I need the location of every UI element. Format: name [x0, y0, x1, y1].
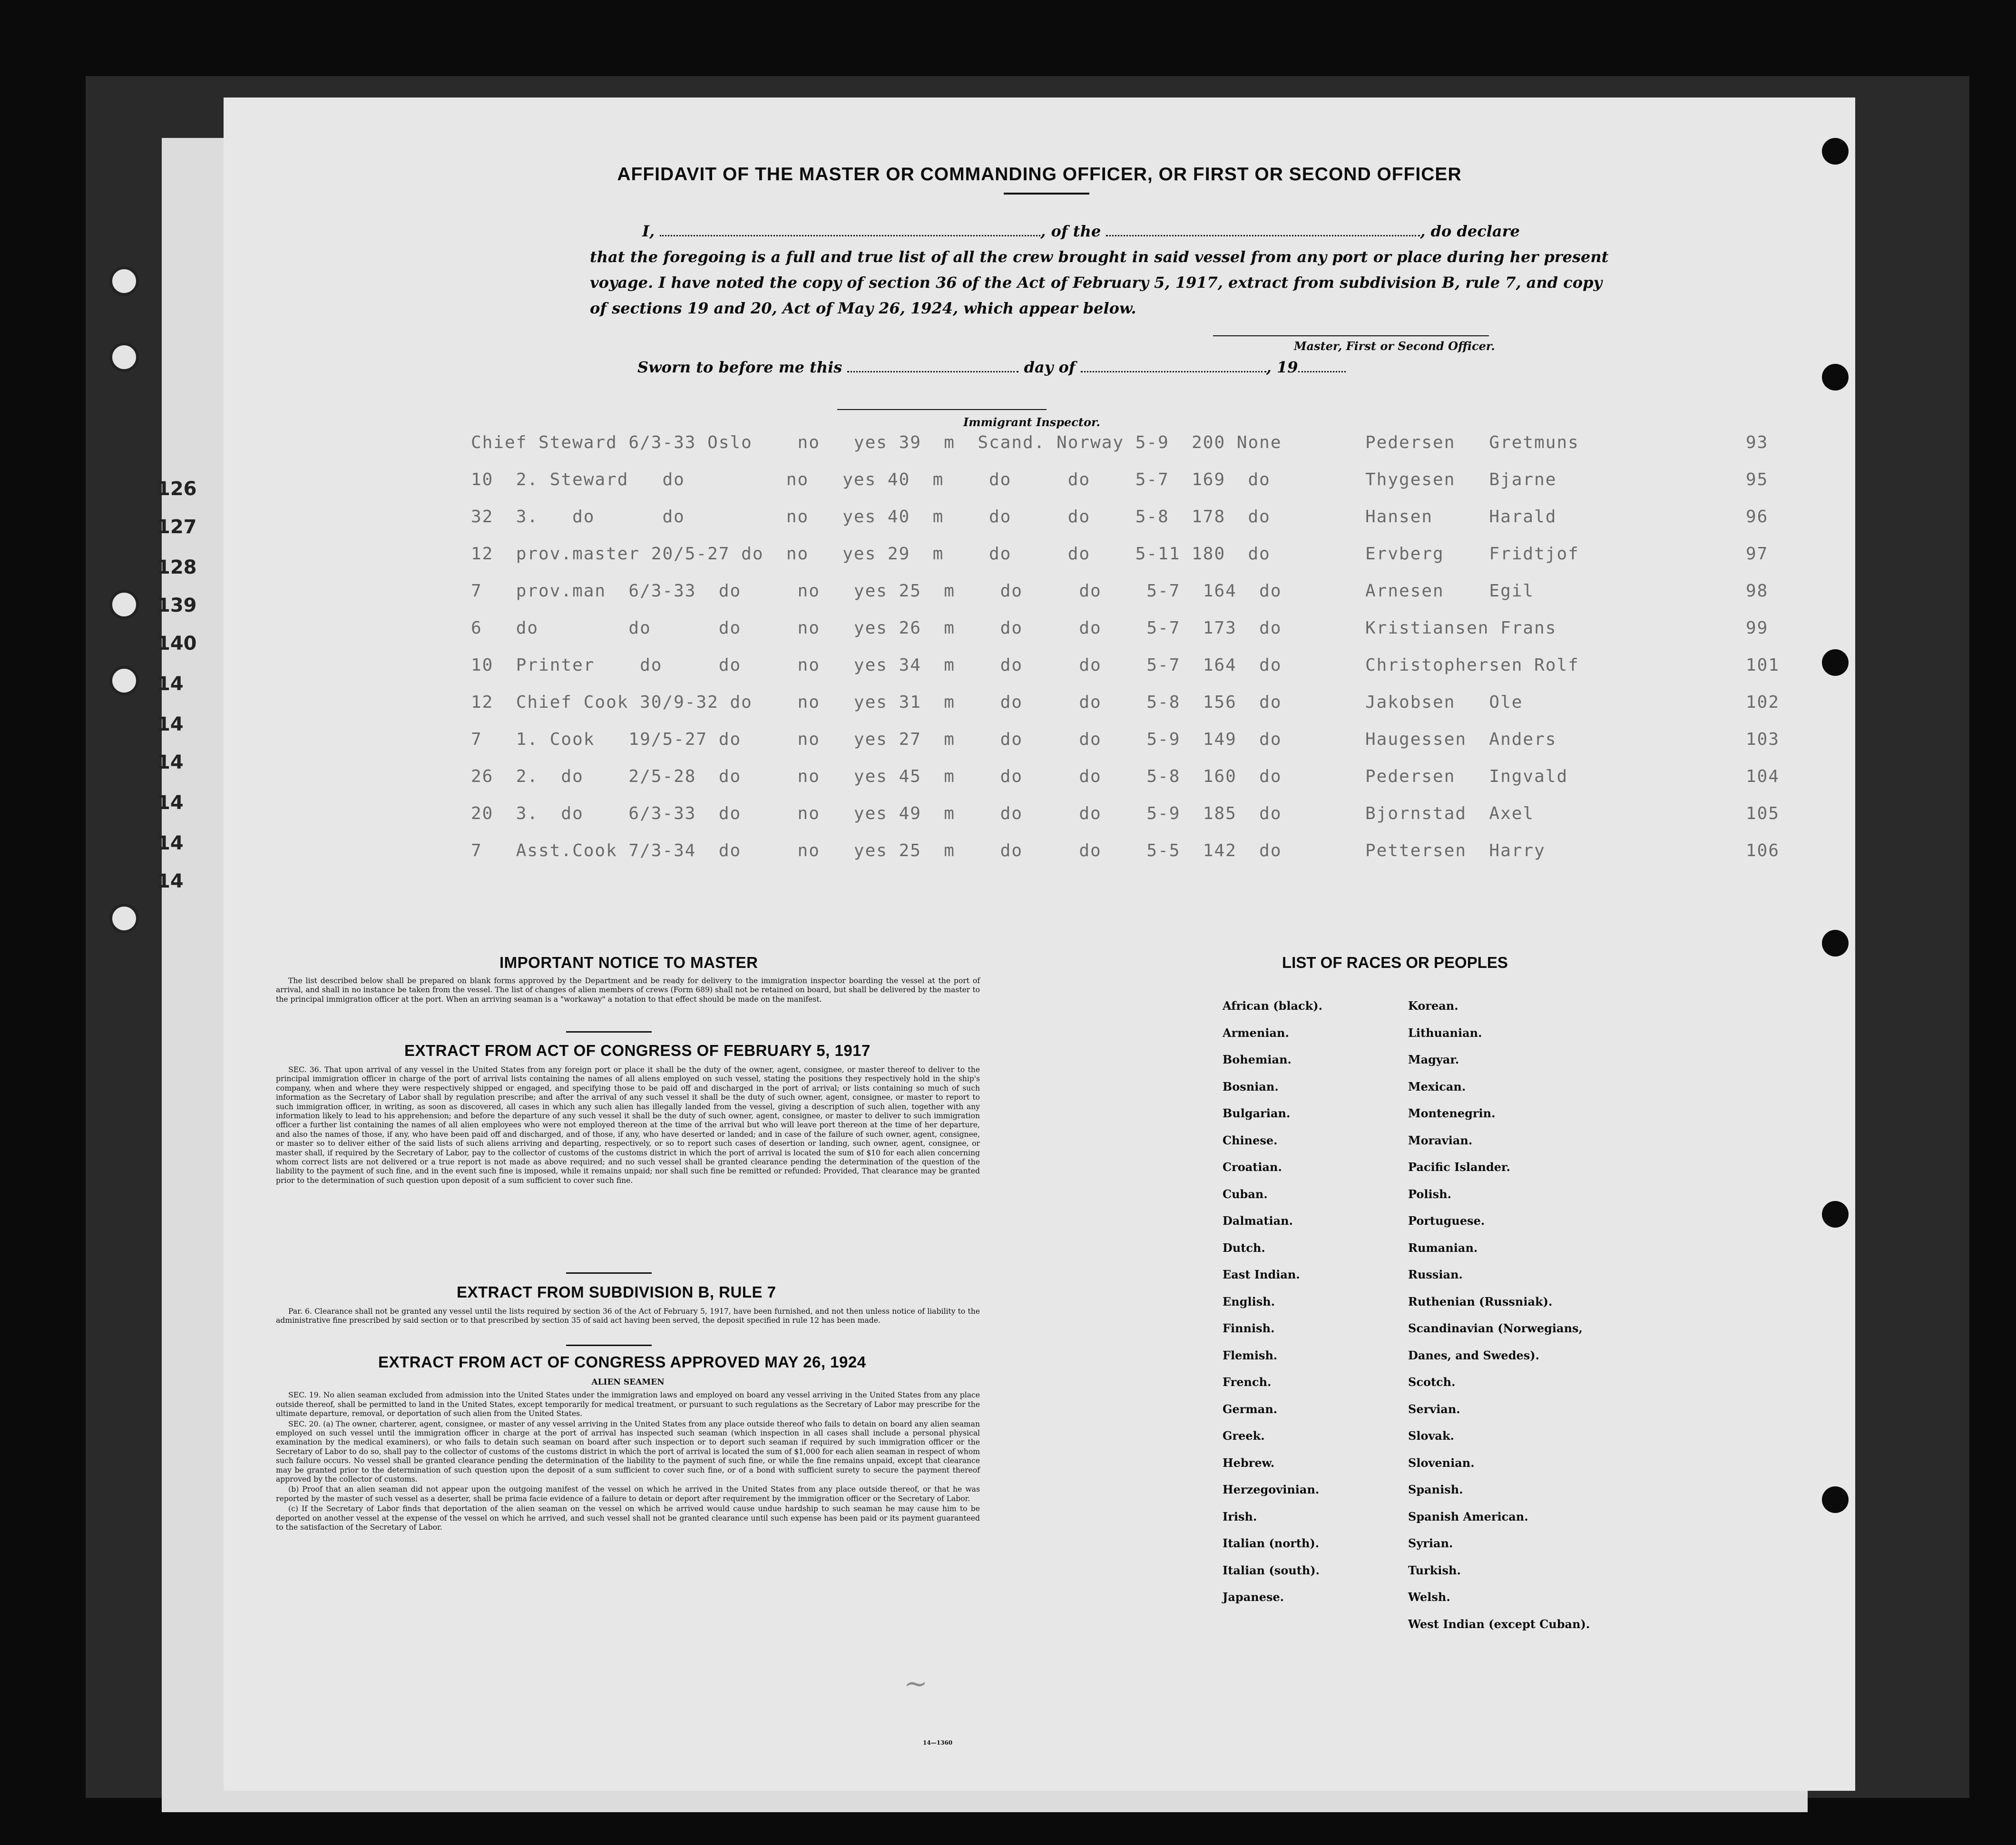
race-item: Italian (south). [1223, 1563, 1320, 1577]
margin-number: 14 [157, 713, 184, 735]
punch-hole-icon [1822, 138, 1849, 165]
race-item: Spanish. [1408, 1483, 1463, 1496]
race-item: Irish. [1223, 1509, 1257, 1523]
bleed-row-number: 95 [1746, 470, 1769, 489]
bleed-row-detail: 26 2. do 2/5-28 do no yes 45 m do do 5-8 160 do [471, 767, 1282, 786]
notice-text: The list described below shall be prepared on blank forms approved by the Department and be ready for delivery to the immigration inspector boarding the vessel at the port of arrival, and shall in no instance be taken from the vessel. The list of changes of alien members of crews (Form 689) shall not be retained on board, but shall be delivered by the master to the principal immigration officer at the port. When an arriving seaman is a "workaway" a notation to that effect should be made on the manifest. [276, 976, 980, 1004]
race-item: Montenegrin. [1408, 1106, 1496, 1120]
divider [1004, 193, 1089, 195]
bleed-row-detail: 6 do do do no yes 26 m do do 5-7 173 do [471, 618, 1282, 638]
race-item: Slovak. [1408, 1429, 1454, 1443]
bleed-row-name: Kristiansen Frans [1365, 618, 1557, 638]
punch-hole-icon [1822, 930, 1849, 957]
sec-20b: (b) Proof that an alien seaman did not appear upon the outgoing manifest of the vessel on which he arrived in the United States from any place outside thereof, or that he was reported by the master of such vessel as a deserter, shall be prima facie evidence of a failure to detain or deport after requirement by the immigration officer or the Secretary of Labor. [276, 1485, 980, 1503]
race-item: Dutch. [1223, 1240, 1265, 1255]
bleed-row-number: 98 [1746, 581, 1769, 601]
bleed-row-number: 97 [1746, 544, 1769, 564]
race-item: Rumanian. [1408, 1240, 1478, 1255]
notice-title: IMPORTANT NOTICE TO MASTER [499, 954, 758, 971]
punch-hole-icon [109, 666, 139, 695]
extract-1924-text [276, 1378, 980, 1533]
divider [566, 1272, 652, 1274]
bleed-row-number: 104 [1746, 767, 1780, 786]
race-item: Korean. [1408, 999, 1458, 1013]
bleed-row-name: Ervberg Fridtjof [1365, 544, 1579, 564]
bleed-row-name: Haugessen Anders [1365, 730, 1557, 749]
bleed-row-number: 106 [1746, 841, 1780, 860]
master-signature-line[interactable] [1213, 335, 1489, 336]
divider [566, 1345, 652, 1346]
race-item: Mexican. [1408, 1079, 1466, 1093]
race-item: Finnish. [1223, 1321, 1275, 1335]
sec-19: SEC. 19. No alien seaman excluded from admission into the United States under the immigration laws and employed on board any vessel arriving in the United States from any place outside thereof, shall be permitted to land in the United States, except temporarily for medical treatment, or pursuant to such regulations as the Secretary of Labor may prescribe for the ultimate departure, removal, or deportation of such alien from the United States. [276, 1391, 980, 1418]
year-label: , 19 [1266, 358, 1298, 376]
divider [566, 1031, 652, 1033]
sworn-year-blank[interactable] [1298, 371, 1346, 372]
affidavit-page [224, 98, 1855, 1791]
i-label: I, [642, 222, 655, 240]
race-item: Welsh. [1408, 1590, 1450, 1604]
bleed-row-name: Hansen Harald [1365, 507, 1557, 527]
bleed-row-name: Pedersen Gretmuns [1365, 433, 1579, 452]
margin-number: 127 [157, 516, 197, 538]
race-item: Portuguese. [1408, 1214, 1485, 1228]
race-item: Ruthenian (Russniak). [1408, 1294, 1553, 1308]
bleed-row-detail: 12 Chief Cook 30/9-32 do no yes 31 m do do 5-8 156 do [471, 693, 1282, 712]
master-signature-caption: Master, First or Second Officer. [1294, 339, 1495, 353]
races-title: LIST OF RACES OR PEOPLES [1282, 954, 1508, 971]
race-item: Italian (north). [1223, 1536, 1320, 1550]
left-margin-strip [48, 224, 209, 1460]
race-item: English. [1223, 1294, 1275, 1308]
punch-hole-icon [109, 266, 139, 296]
extract-1917-text: SEC. 36. That upon arrival of any vessel in the United States from any foreign port or place it shall be the duty of the owner, agent, consignee, or master thereof to deliver to the principal immigration officer in charge of the port of arrival lists containing the names of all aliens employed on such vessel, stating the positions they respectively hold in the ship's company, when and where they were respectively shipped or engaged, and specifying those to be paid off and discharged in the port of arrival; or lists containing so much of such information as the Secretary of Labor shall by regulation prescribe; and after the arrival of any such vessel it shall be the duty of such owner, agent, consignee, or master to report to such immigration officer, in writing, as soon as discovered, all cases in which any such alien has illegally landed from the vessel, giving a description of such alien, together with any information likely to lead to his apprehension; and before the departure of any such vessel it shall be the duty of such owner, agent, consignee, or master to deliver to such immigration officer a further list containing the names of all alien employees who were not employed thereon at the time of the arrival but who will leave port thereon at the time of her departure, and also the names of those, if any, who have been paid off and discharged, and of those, if any, who have deserted or landed; and in case of the failure of such owner, agent, consignee, or master so to deliver either of the said lists of such aliens arriving and departing, respectively, or so to report such cases of desertion or landing, such owner, agent, consignee, or master shall, if required by the Secretary of Labor, pay to the collector of customs of the customs district in which the port of arrival is located the sum of $10 for each alien concerning whom correct lists are not delivered or a true report is not made as above required; and no such vessel shall be granted clearance pending the determination of the question of the liability to the payment of such fine, and in the event such fine is imposed, while it remains unpaid; nor shall such fine be remitted or refunded: Provided, That clearance may be granted prior to the determination of such question upon deposit of a sum sufficient to cover such fine. [276, 1065, 980, 1185]
race-item: Herzegovinian. [1223, 1483, 1320, 1496]
race-item: Dalmatian. [1223, 1214, 1293, 1228]
day-of-label: day of [1024, 358, 1076, 376]
margin-number: 139 [157, 595, 197, 616]
sworn-day-blank[interactable] [847, 371, 1018, 372]
bleed-row-name: Arnesen Egil [1365, 581, 1535, 601]
bleed-row-detail: 7 prov.man 6/3-33 do no yes 25 m do do 5-7 164 do [471, 581, 1282, 601]
race-item: French. [1223, 1375, 1272, 1389]
bleed-row-detail: 7 Asst.Cook 7/3-34 do no yes 25 m do do 5-5 142 do [471, 841, 1282, 860]
bleed-row-detail: 7 1. Cook 19/5-27 do no yes 27 m do do 5-9 149 do [471, 730, 1282, 749]
sworn-line [637, 358, 1346, 376]
bleed-row-number: 93 [1746, 433, 1769, 452]
affidavit-line-2: that the foregoing is a full and true list of all the crew brought in said vessel from any port or place during her present [590, 248, 1609, 266]
inspector-caption: Immigrant Inspector. [963, 415, 1100, 429]
race-item: Cuban. [1223, 1187, 1268, 1201]
bleed-row-number: 102 [1746, 693, 1780, 712]
race-item: Flemish. [1223, 1348, 1278, 1362]
alien-seamen-subtitle: ALIEN SEAMEN [591, 1377, 665, 1387]
punch-hole-icon [109, 904, 139, 933]
margin-number: 14 [157, 752, 184, 773]
bleed-row-detail: 12 prov.master 20/5-27 do no yes 29 m do do 5-11 180 do [471, 544, 1271, 564]
race-item: Greek. [1223, 1429, 1265, 1443]
extract-rule7-title: EXTRACT FROM SUBDIVISION B, RULE 7 [457, 1283, 776, 1301]
punch-hole-icon [1822, 364, 1849, 390]
sec-20a: SEC. 20. (a) The owner, charterer, agent, consignee, or master of any vessel arriving in the United States from any place outside thereof who fails to detain on board any alien seaman employed on such vessel until the immigration officer in charge at the port of arrival has inspected such seaman (which inspection in all cases shall include a personal physical examination by the medical examiners), or who fails to detain such seaman on board after such inspection or to deport such seaman if required by such immigration officer or the Secretary of Labor to do so, shall pay to the collector of customs of the customs district in which the port of arrival is located the sum of $1,000 for each alien seaman in respect of whom such failure occurs. No vessel shall be granted clearance pending the determination of the liability to the payment of such fine, or while the fine remains unpaid, except that clearance may be granted prior to the determination of such question upon the deposit of a sum sufficient to cover such fine, or of a bond with sufficient surety to secure the payment thereof approved by the collector of customs. [276, 1419, 980, 1484]
bleed-row-detail: Chief Steward 6/3-33 Oslo no yes 39 m Scand. Norway 5-9 200 None [471, 433, 1282, 452]
extract-1924-title: EXTRACT FROM ACT OF CONGRESS APPROVED MAY 26, 1924 [378, 1353, 866, 1371]
race-item: Pacific Islander. [1408, 1160, 1510, 1174]
race-item: German. [1223, 1402, 1278, 1416]
race-item: Polish. [1408, 1187, 1451, 1201]
sworn-month-blank[interactable] [1081, 371, 1266, 372]
bleed-row-detail: 32 3. do do no yes 40 m do do 5-8 178 do [471, 507, 1271, 527]
race-item: West Indian (except Cuban). [1408, 1617, 1590, 1631]
affidavit-line-3: voyage. I have noted the copy of section 36 of the Act of February 5, 1917, extract from subdivision B, rule 7, and copy [590, 273, 1603, 292]
margin-number: 14 [157, 792, 184, 814]
race-item: Scandinavian (Norwegians, [1408, 1321, 1583, 1335]
race-item: Chinese. [1223, 1133, 1278, 1147]
bleed-row-detail: 10 Printer do do no yes 34 m do do 5-7 164 do [471, 655, 1282, 675]
bleed-row-name: Christophersen Rolf [1365, 655, 1579, 675]
race-item: Croatian. [1223, 1160, 1282, 1174]
margin-number: 126 [157, 478, 197, 500]
bleed-row-name: Pettersen Harry [1365, 841, 1546, 860]
sworn-label: Sworn to before me this [637, 358, 842, 376]
punch-hole-icon [1822, 1486, 1849, 1513]
race-item: Magyar. [1408, 1053, 1459, 1066]
margin-number: 140 [157, 633, 197, 654]
affidavit-title: AFFIDAVIT OF THE MASTER OR COMMANDING OFFICER, OR FIRST OR SECOND OFFICER [617, 164, 1462, 185]
affidavit-line-1 [642, 222, 1520, 240]
sec-20c: (c) If the Secretary of Labor finds that deportation of the alien seaman on the vessel on which he arrived would cause undue hardship to such seaman he may cause him to be deported on another vessel at the expense of the vessel on which he arrived, and such vessel shall not be granted clearance until such expense has been paid or its payment guaranteed to the satisfaction of the Secretary of Labor. [276, 1504, 980, 1532]
faint-signature: ~ [904, 1667, 928, 1700]
bleed-row-name: Bjornstad Axel [1365, 804, 1535, 823]
margin-number: 14 [157, 870, 184, 892]
bleed-row-number: 105 [1746, 804, 1780, 823]
inspector-signature-line[interactable] [837, 409, 1047, 410]
bleed-row-number: 101 [1746, 655, 1780, 675]
bleed-row-number: 103 [1746, 730, 1780, 749]
margin-number: 14 [157, 673, 184, 695]
bleed-row-name: Thygesen Bjarne [1365, 470, 1557, 489]
bleed-row-name: Pedersen Ingvald [1365, 767, 1568, 786]
bleed-row-detail: 20 3. do 6/3-33 do no yes 49 m do do 5-9 185 do [471, 804, 1282, 823]
race-item: Danes, and Swedes). [1408, 1348, 1539, 1362]
margin-number: 14 [157, 832, 184, 854]
race-item: Bohemian. [1223, 1053, 1292, 1066]
bleed-row-detail: 10 2. Steward do no yes 40 m do do 5-7 169 do [471, 470, 1271, 489]
form-number: 14—1360 [923, 1739, 953, 1746]
race-item: Syrian. [1408, 1536, 1453, 1550]
extract-rule7-text: Par. 6. Clearance shall not be granted any vessel until the lists required by section 36 of the Act of February 5, 1917, have been furnished, and not then unless notice of liability to the administrative fine prescribed by said section or to that prescribed by section 35 of said act having been served, the deposit specified in rule 12 has been made. [276, 1307, 980, 1325]
race-item: Bosnian. [1223, 1079, 1279, 1093]
race-item: Spanish American. [1408, 1509, 1528, 1523]
punch-hole-icon [1822, 1201, 1849, 1228]
race-item: Russian. [1408, 1268, 1463, 1281]
race-item: Scotch. [1408, 1375, 1456, 1389]
race-item: Moravian. [1408, 1133, 1473, 1147]
punch-hole-icon [109, 342, 139, 372]
bleed-row-name: Jakobsen Ole [1365, 693, 1523, 712]
bleed-row-number: 99 [1746, 618, 1769, 638]
race-item: Slovenian. [1408, 1455, 1475, 1470]
punch-hole-icon [1822, 649, 1849, 676]
margin-number: 128 [157, 556, 197, 578]
of-the-label: , of the [1040, 222, 1101, 240]
vessel-blank[interactable] [1106, 235, 1420, 236]
declare-label: , do declare [1420, 222, 1520, 240]
race-item: Turkish. [1408, 1563, 1461, 1577]
bleed-row-number: 96 [1746, 507, 1769, 527]
race-item: Armenian. [1223, 1025, 1289, 1040]
name-blank[interactable] [660, 235, 1040, 236]
race-item: Lithuanian. [1408, 1025, 1482, 1040]
race-item: East Indian. [1223, 1268, 1300, 1281]
race-item: Bulgarian. [1223, 1106, 1291, 1120]
race-item: African (black). [1223, 999, 1323, 1013]
affidavit-line-4: of sections 19 and 20, Act of May 26, 1924, which appear below. [590, 299, 1136, 317]
race-item: Servian. [1408, 1402, 1460, 1416]
punch-hole-icon [109, 590, 139, 619]
extract-1917-title: EXTRACT FROM ACT OF CONGRESS OF FEBRUARY 5, 1917 [404, 1042, 871, 1059]
race-item: Hebrew. [1223, 1455, 1275, 1470]
race-item: Japanese. [1223, 1590, 1284, 1604]
